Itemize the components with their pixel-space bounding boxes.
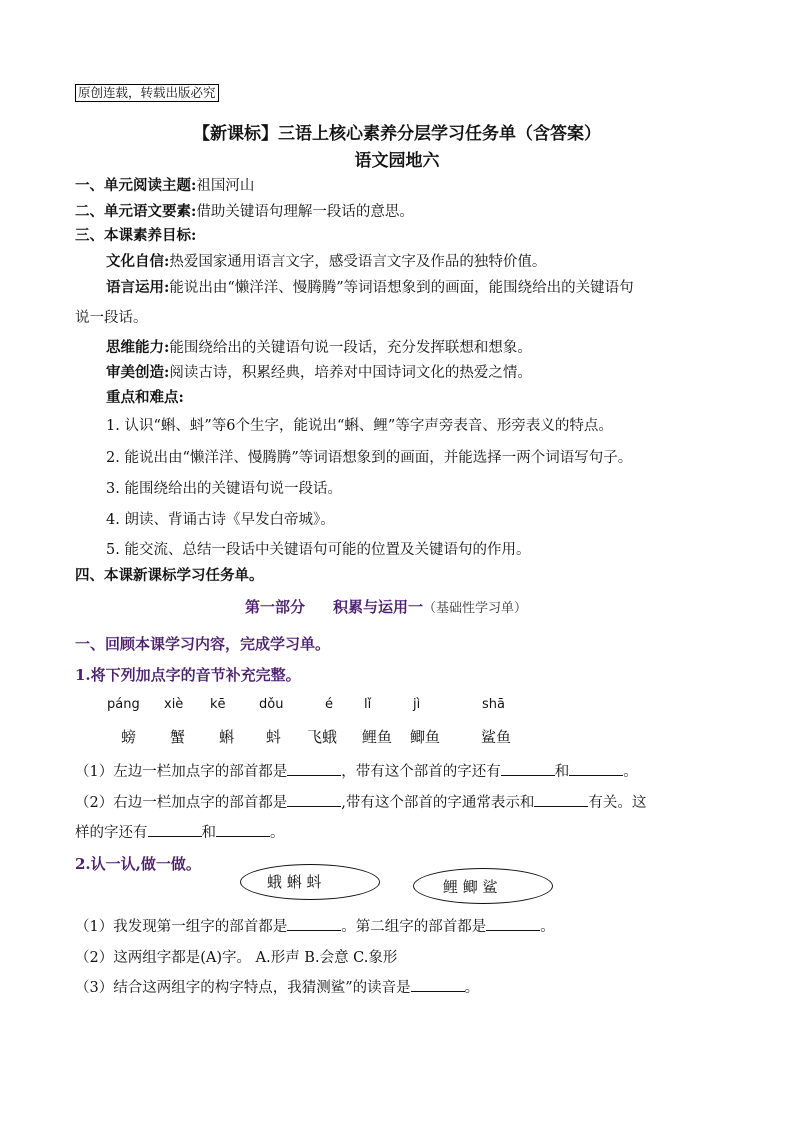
unit-element-value: 借助关键语句理解一段话的意思。 — [196, 204, 414, 220]
page-title: 【新课标】三语上核心素养分层学习任务单（含答案） — [193, 124, 601, 144]
goal-language — [106, 276, 634, 297]
goal-language-label: 语言运用: — [106, 279, 170, 296]
goal-culture-text: 热爱国家通用语言文字，感受语言文字及作品的独特价值。 — [169, 254, 547, 270]
pinyin: shā — [482, 697, 505, 712]
q2-sub1-text: 。 — [540, 919, 555, 935]
key-point: 3. 能围绕给出的关键语句说一段话。 — [106, 481, 342, 497]
goal-culture — [106, 250, 546, 271]
page-subtitle: 语文园地六 — [354, 151, 440, 171]
group-one-chars: 蛾 蝌 蚪 — [267, 873, 322, 891]
q1-sub2-text: ,带有这个部首的字通常表示和 — [341, 795, 535, 811]
character: 鲨鱼 — [481, 728, 512, 746]
pinyin: jì — [413, 697, 421, 712]
answer-blank[interactable] — [287, 794, 341, 807]
q1-sub1-text: ，带有这个部首的字还有 — [341, 764, 501, 780]
answer-blank[interactable] — [148, 824, 202, 837]
q1-sub2-text: （2）右边一栏加点字的部首都是 — [75, 795, 288, 811]
answer-blank[interactable] — [287, 763, 341, 776]
goal-aesthetic — [106, 361, 532, 382]
character: 蝌 — [219, 728, 235, 746]
unit-theme-value: 祖国河山 — [196, 178, 255, 194]
part-title: 积累与运用一 — [333, 598, 424, 616]
character: 鲤鱼 — [362, 728, 393, 746]
pinyin: dǒu — [259, 697, 284, 712]
character: 螃 — [121, 728, 137, 746]
group-two-chars: 鲤 鲫 鲨 — [443, 878, 498, 896]
answer-blank[interactable] — [411, 979, 465, 992]
q1-sub2-text: 有关。这 — [588, 795, 647, 811]
goal-language-cont: 说一段话。 — [75, 310, 148, 326]
q1-sub1-text: 。 — [623, 764, 638, 780]
q2-sub1-text: （1）我发现第一组字的部首都是 — [75, 919, 288, 935]
answer-blank[interactable] — [486, 918, 540, 931]
pinyin: kē — [210, 697, 226, 712]
key-points-heading: 重点和难点: — [106, 389, 184, 406]
pinyin: páng — [107, 697, 140, 712]
character: 飞蛾 — [307, 728, 338, 746]
part-heading — [245, 596, 527, 617]
unit-element-label: 二、单元语文要素: — [75, 203, 197, 220]
q1-sub1 — [75, 760, 638, 781]
q2-sub3-text: 。 — [464, 980, 480, 996]
q1-sub2-text: 和 — [201, 825, 216, 841]
q2-sub1-text: 。第二组字的部首都是 — [341, 919, 487, 935]
character: 蚪 — [266, 728, 282, 746]
q1-sub2-text: 。 — [270, 825, 285, 841]
goal-culture-label: 文化自信: — [106, 253, 170, 270]
goal-thinking-text: 能围绕给出的关键语句说一段话，充分发挥联想和想象。 — [169, 340, 532, 356]
goal-thinking — [106, 336, 532, 357]
answer-blank[interactable] — [501, 763, 555, 776]
q1-title: 1.将下列加点字的音节补充完整。 — [75, 666, 301, 684]
q2-sub1 — [75, 915, 555, 936]
pinyin: é — [325, 697, 333, 712]
key-point: 2. 能说出由“懒洋洋、慢腾腾”等词语想象到的画面，并能选择一两个词语写句子。 — [106, 450, 633, 466]
key-point: 1. 认识“蝌、蚪”等6个生字，能说出“蝌、鲤”等字声旁表音、形旁表义的特点。 — [106, 418, 613, 434]
pinyin: lǐ — [364, 697, 372, 712]
goal-thinking-label: 思维能力: — [106, 339, 170, 356]
goals-heading: 三、本课素养目标: — [75, 227, 197, 244]
q2-sub3-text: （3）结合这两组字的构字特点，我猜测鲨”的读音是 — [75, 980, 411, 996]
part-name: 第一部分 — [245, 598, 306, 616]
q2-sub2: （2）这两组字都是(A)字。 A.形声 B.会意 C.象形 — [75, 950, 398, 966]
q1-sub2-text: 样的字还有 — [75, 825, 148, 841]
copyright-stamp: 原创连载，转载出版必究 — [75, 84, 219, 102]
pinyin: xiè — [164, 697, 184, 712]
goal-aesthetic-text: 阅读古诗，积累经典，培养对中国诗词文化的热爱之情。 — [169, 365, 532, 381]
key-point: 5. 能交流、总结一段话中关键语句可能的位置及关键语句的作用。 — [106, 542, 531, 558]
answer-blank[interactable] — [287, 918, 341, 931]
q1-sub2 — [75, 791, 646, 812]
q1-sub1-text: 和 — [554, 764, 570, 780]
task-heading: 四、本课新课标学习任务单。 — [75, 567, 264, 584]
answer-blank[interactable] — [216, 824, 270, 837]
goal-language-text: 能说出由“懒洋洋、慢腾腾”等词语想象到的画面，能围绕给出的关键语句 — [169, 280, 634, 296]
q1-sub2-cont — [75, 821, 285, 842]
unit-theme-label: 一、单元阅读主题: — [75, 177, 197, 194]
key-point: 4. 朗读、背诵古诗《早发白帝城》。 — [106, 512, 335, 528]
answer-blank[interactable] — [534, 794, 588, 807]
q2-sub3 — [75, 976, 479, 997]
answer-blank[interactable] — [569, 763, 623, 776]
goal-aesthetic-label: 审美创造: — [106, 364, 170, 381]
unit-element — [75, 200, 414, 221]
q1-sub1-text: （1）左边一栏加点字的部首都是 — [75, 764, 288, 780]
character: 鲫鱼 — [410, 728, 441, 746]
unit-theme — [75, 174, 254, 195]
character: 蟹 — [170, 728, 186, 746]
review-heading: 一、回顾本课学习内容，完成学习单。 — [75, 635, 331, 653]
part-note: （基础性学习单） — [423, 601, 528, 616]
q2-title: 2.认一认,做一做。 — [75, 855, 201, 873]
